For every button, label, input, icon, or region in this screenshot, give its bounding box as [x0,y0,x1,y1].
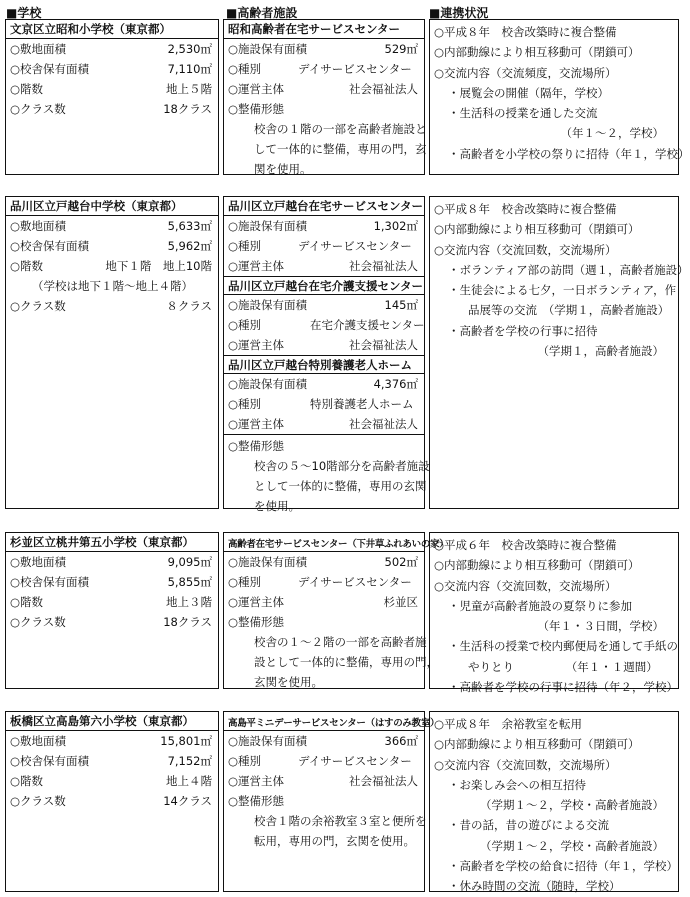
link-line: ○内部動線により相互移動可（閉鎖可） [434,558,640,573]
facility-note-line: を使用。 [254,499,300,513]
facility-row: ○運営主体 社会福祉法人 [228,82,418,96]
school-row: ○階数 地上４階 [10,774,212,788]
link-line: ○交流内容（交流回数，交流場所） [434,242,617,257]
facility-row: ○運営主体 社会福祉法人 [228,259,418,273]
facility-name: 高齢者在宅サービスセンター（下井草ふれあいの家） [224,533,424,552]
facility-row: ○整備形態 [228,439,285,453]
link-line: ・児童が高齢者施設の夏祭りに参加 [448,598,632,613]
school-row: ○階数 地上５階 [10,82,212,96]
school-row: ○敷地面積 15,801㎡ [10,734,212,748]
link-line: （学期１，高齢者施設） [537,344,664,359]
link-line: ・展覧会の開催（隔年，学校） [448,85,609,100]
facility-row: ○整備形態 [228,102,285,116]
school-row: ○クラス数 18クラス [10,102,212,116]
link-line: ・高齢者を学校の行事に招待（年２，学校） [448,680,678,695]
link-line: （学期１～２，学校・高齢者施設） [480,838,664,853]
link-line: ○内部動線により相互移動可（閉鎖可） [434,737,640,752]
school-name: 杉並区立桃井第五小学校（東京都） [6,533,218,552]
facility-note-line: 設として一体的に整備，専用の門， [254,655,438,669]
link-card-1 [429,19,690,175]
facility-row: ○種別 デイサービスセンター [228,239,412,253]
facility-note-line: 校舎の５～10階部分を高齢者施設 [254,459,430,473]
facility-note-line: 玄関を使用。 [254,675,323,689]
facility-row: ○整備形態 [228,615,285,629]
link-line: ○平成８年 校舎改築時に複合整備 [434,25,617,39]
facility-note-line: して一体的に整備，専用の門，玄 [254,142,427,156]
school-name: 板橋区立高島第六小学校（東京都） [6,712,218,731]
facility-name: 高島平ミニデーサービスセンター（はすのみ教室） [224,712,424,731]
facility-note-line: 関を使用。 [254,162,312,176]
school-card-3 [5,532,219,689]
school-row: ○校舎保有面積 7,152㎡ [10,754,212,768]
school-card-1 [5,19,219,175]
link-line: ・休み時間の交流（随時，学校） [448,879,621,894]
facility-name: 品川区立戸越台在宅介護支援センター [224,276,424,295]
school-row: ○校舎保有面積 5,962㎡ [10,239,212,253]
facility-row: ○施設保有面積 529㎡ [228,42,418,56]
facility-name: 品川区立戸越台特別養護老人ホーム [224,355,424,374]
facility-row: ○施設保有面積 366㎡ [228,734,418,748]
school-row-note: （学校は地下１階～地上４階） [32,279,193,293]
link-column-header: ■連携状況 [429,6,489,20]
facility-column-header: ■高齢者施設 [226,6,298,20]
link-card-2 [429,196,689,509]
facility-note-line: 校舎の１階の一部を高齢者施設と [254,122,427,136]
facility-row: ○種別 デイサービスセンター [228,575,412,589]
facility-card-2 [223,196,430,513]
facility-card-1 [223,19,425,175]
link-line: ・高齢者を学校の給食に招待（年１，学校） [448,859,678,874]
school-row: ○敷地面積 9,095㎡ [10,555,212,569]
school-column-header: ■学校 [6,6,42,20]
link-line: ・生徒会による七夕，一日ボランティア，作 [448,283,677,298]
link-card-3 [429,532,679,695]
link-line: （年１・３日間，学校） [537,619,664,634]
facility-note-line: 校舎１階の余裕教室３室と便所を [254,814,427,828]
facility-row: ○運営主体 杉並区 [228,595,418,609]
facility-card-4 [223,711,440,892]
school-row: ○敷地面積 5,633㎡ [10,219,212,233]
facility-row: ○運営主体 社会福祉法人 [228,417,418,431]
facility-row: ○整備形態 [228,794,285,808]
school-row: ○クラス数 ８クラス [10,299,212,313]
school-card-4 [5,711,219,892]
link-line: ○交流内容（交流回数，交流場所） [434,578,617,593]
school-row: ○校舎保有面積 7,110㎡ [10,62,212,76]
facility-row: ○施設保有面積 502㎡ [228,555,418,569]
link-line: ○内部動線により相互移動可（閉鎖可） [434,222,640,237]
link-line: （年１～２，学校） [560,126,664,141]
link-line: ・生活科の授業で校内郵便局を通して手紙の [448,639,678,654]
facility-name: 品川区立戸越台在宅サービスセンター [224,197,424,216]
link-line: 品展等の交流 （学期１，高齢者施設） [468,303,670,318]
school-row: ○クラス数 18クラス [10,615,212,629]
facility-name: 昭和高齢者在宅サービスセンター [224,20,424,39]
school-card-2 [5,196,219,509]
link-line: ・生活科の授業を通した交流 [448,106,598,121]
link-card-4 [429,711,679,892]
link-line: ・ボランティア部の訪問（週１，高齢者施設） [448,262,689,277]
school-name: 品川区立戸越台中学校（東京都） [6,197,218,216]
facility-row: ○種別 在宅介護支援センター [228,318,425,332]
school-row: ○敷地面積 2,530㎡ [10,42,212,56]
link-line: ○平成６年 校舎改築時に複合整備 [434,538,617,552]
school-name: 文京区立昭和小学校（東京都） [6,20,218,39]
facility-row: ○種別 特別養護老人ホーム [228,397,414,411]
link-line: ・高齢者を学校の行事に招待 [448,323,598,338]
link-line: ○内部動線により相互移動可（閉鎖可） [434,45,640,60]
link-line: ○平成８年 校舎改築時に複合整備 [434,202,617,216]
link-line: ・昔の話，昔の遊びによる交流 [448,818,609,833]
link-line: ・お楽しみ会への相互招待 [448,777,586,792]
facility-note-line: 転用，専用の門，玄関を使用。 [254,834,415,848]
facility-note-line: 校舎の１～２階の一部を高齢者施 [254,635,427,649]
link-line: ○交流内容（交流回数，交流場所） [434,757,617,772]
link-line: （学期１～２，学校・高齢者施設） [480,798,664,813]
link-line: ○平成８年 余裕教室を転用 [434,717,583,731]
school-row: ○階数 地下１階 地上10階 [10,259,212,273]
facility-row: ○運営主体 社会福祉法人 [228,338,418,352]
school-row: ○校舎保有面積 5,855㎡ [10,575,212,589]
facility-row: ○運営主体 社会福祉法人 [228,774,418,788]
facility-row: ○施設保有面積 4,376㎡ [228,377,418,391]
link-line: やりとり （年１・１週間） [468,659,658,674]
facility-note-line: として一体的に整備，専用の玄関 [254,479,427,493]
school-row: ○階数 地上３階 [10,595,212,609]
facility-row: ○種別 デイサービスセンター [228,754,412,768]
link-line: ・高齢者を小学校の祭りに招待（年１，学校） [448,146,690,161]
facility-row: ○施設保有面積 145㎡ [228,298,418,312]
facility-card-3 [223,532,449,689]
link-line: ○交流内容（交流頻度，交流場所） [434,65,617,80]
facility-row: ○施設保有面積 1,302㎡ [228,219,418,233]
school-row: ○クラス数 14クラス [10,794,212,808]
facility-row: ○種別 デイサービスセンター [228,62,412,76]
